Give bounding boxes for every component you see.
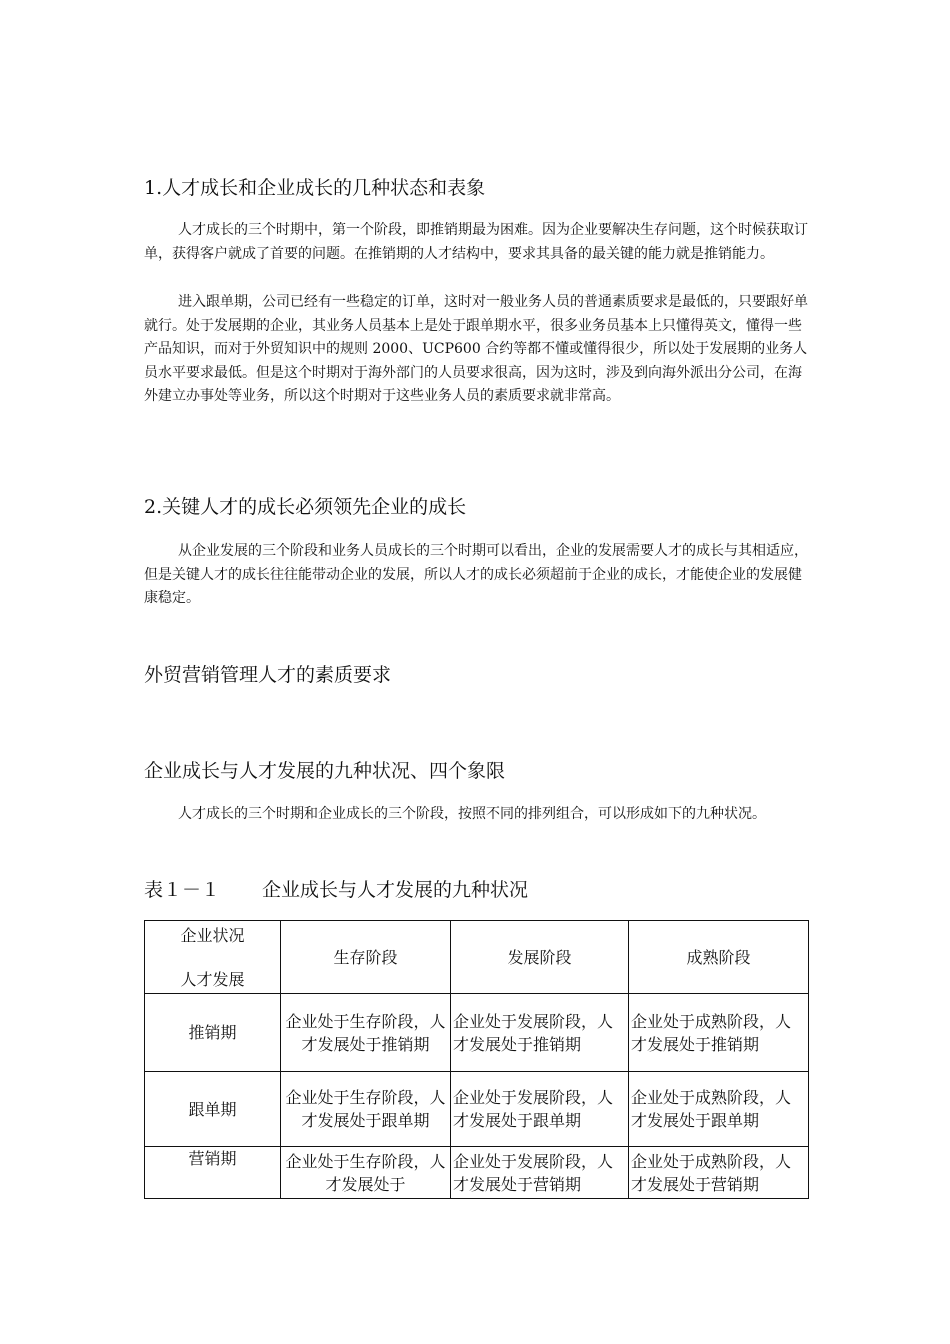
table-caption <box>144 875 528 902</box>
paragraph: 进入跟单期，公司已经有一些稳定的订单，这时对一般业务人员的普通素质要求是最低的，只要跟好单就行。处于发展期的企业，其业务人员基本上是处于跟单期水平，很多业务员基本上只懂得英文，懂得一些产品知识，而对于外贸知识中的规则 2000、UCP600 合约等都不懂或懂得很少，所以处于发展期的业务人员水平要求最低。但是这个时期对于海外部门的人员要求很高，因为这时，涉及到向海外派出分公司，在海外建立办事处等业务，所以这个时期对于这些业务人员的素质要求就非常高。 <box>144 294 808 404</box>
corner-top-label: 企业状况 <box>180 926 245 945</box>
section-heading-4: 企业成长与人才发展的九种状况、四个象限 <box>144 760 506 782</box>
table-cell: 企业处于成熟阶段，人才发展处于营销期 <box>629 1147 809 1199</box>
table-cell: 企业处于成熟阶段，人才发展处于跟单期 <box>629 1072 809 1147</box>
table-cell: 企业处于成熟阶段，人才发展处于推销期 <box>629 994 809 1072</box>
table-row <box>145 1072 809 1147</box>
section-heading-2: 2.关键人才的成长必须领先企业的成长 <box>144 496 467 518</box>
table-row <box>145 994 809 1072</box>
row-label: 营销期 <box>145 1147 281 1199</box>
table-row <box>145 1147 809 1199</box>
column-header: 发展阶段 <box>451 921 629 994</box>
table-corner-cell <box>145 921 281 994</box>
section-heading-1: 1.人才成长和企业成长的几种状态和表象 <box>144 177 486 199</box>
row-label: 跟单期 <box>145 1072 281 1147</box>
column-header: 生存阶段 <box>281 921 451 994</box>
table-cell: 企业处于生存阶段，人才发展处于推销期 <box>281 994 451 1072</box>
row-label: 推销期 <box>145 994 281 1072</box>
table-cell: 企业处于生存阶段，人才发展处于跟单期 <box>281 1072 451 1147</box>
table-number: 表１－１ <box>144 879 221 901</box>
paragraph: 人才成长的三个时期和企业成长的三个阶段，按照不同的排列组合，可以形成如下的九种状况。 <box>178 806 766 822</box>
table-title: 企业成长与人才发展的九种状况 <box>262 879 529 901</box>
section-heading-3: 外贸营销管理人才的素质要求 <box>144 664 392 686</box>
paragraph: 人才成长的三个时期中，第一个阶段，即推销期最为困难。因为企业要解决生存问题，这个时候获取订单，获得客户就成了首要的问题。在推销期的人才结构中，要求其具备的最关键的能力就是推销能力。 <box>144 222 808 262</box>
table-cell: 企业处于生存阶段，人才发展处于 <box>281 1147 451 1199</box>
growth-status-table <box>144 920 809 1199</box>
table-cell: 企业处于发展阶段，人才发展处于推销期 <box>451 994 629 1072</box>
table-cell: 企业处于发展阶段，人才发展处于营销期 <box>451 1147 629 1199</box>
paragraph: 从企业发展的三个阶段和业务人员成长的三个时期可以看出，企业的发展需要人才的成长与其相适应，但是关键人才的成长往往能带动企业的发展，所以人才的成长必须超前于企业的成长，才能使企业的发展健康稳定。 <box>144 543 808 606</box>
corner-bottom-label: 人才发展 <box>180 970 245 989</box>
table-header-row <box>145 921 809 994</box>
table-cell: 企业处于发展阶段，人才发展处于跟单期 <box>451 1072 629 1147</box>
column-header: 成熟阶段 <box>629 921 809 994</box>
